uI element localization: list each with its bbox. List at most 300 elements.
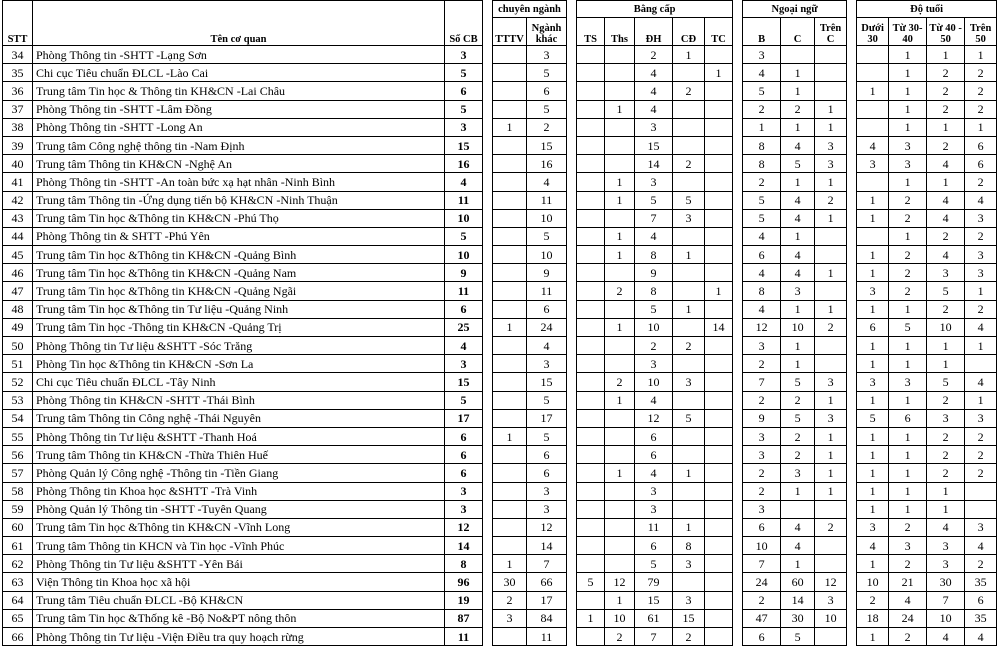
cell-tu-30-40: 4 xyxy=(889,591,927,609)
cell-tu-30-40: 1 xyxy=(889,64,927,82)
cell-ts xyxy=(577,373,605,391)
cell-tc xyxy=(705,155,733,173)
column-gap xyxy=(847,591,857,609)
cell-ths xyxy=(605,118,635,136)
cell-tu-40-50: 3 xyxy=(927,555,965,573)
cell-tc: 1 xyxy=(705,64,733,82)
column-gap xyxy=(483,355,493,373)
cell-tc xyxy=(705,337,733,355)
cell-tren-c: 1 xyxy=(815,118,847,136)
cell-socb: 3 xyxy=(445,46,483,64)
cell-dh: 3 xyxy=(635,173,673,191)
cell-b: 6 xyxy=(743,518,781,536)
column-gap xyxy=(567,518,577,536)
column-gap xyxy=(567,46,577,64)
cell-b: 4 xyxy=(743,64,781,82)
cell-stt: 60 xyxy=(3,518,33,536)
cell-duoi-30: 1 xyxy=(857,209,889,227)
cell-tren-50: 2 xyxy=(965,300,997,318)
header-group-bang-cap: Bằng cấp xyxy=(577,1,733,18)
header-tttv: TTTV xyxy=(493,18,527,46)
cell-duoi-30 xyxy=(857,46,889,64)
cell-b: 7 xyxy=(743,373,781,391)
cell-cd xyxy=(673,136,705,154)
cell-tren-50: 2 xyxy=(965,64,997,82)
cell-name: Trung tâm Tiêu chuẩn ĐLCL -Bộ KH&CN xyxy=(33,591,445,609)
cell-tc xyxy=(705,628,733,646)
cell-tren-c: 1 xyxy=(815,264,847,282)
table-row xyxy=(3,591,997,609)
cell-stt: 47 xyxy=(3,282,33,300)
cell-tu-30-40: 1 xyxy=(889,355,927,373)
cell-tu-30-40: 1 xyxy=(889,427,927,445)
column-gap xyxy=(567,391,577,409)
cell-ts xyxy=(577,391,605,409)
cell-nganh-khac: 5 xyxy=(527,227,567,245)
cell-tren-50: 1 xyxy=(965,46,997,64)
cell-tc xyxy=(705,373,733,391)
cell-tc xyxy=(705,482,733,500)
column-gap xyxy=(733,227,743,245)
cell-duoi-30 xyxy=(857,227,889,245)
cell-dh: 4 xyxy=(635,227,673,245)
header-ths: Ths xyxy=(605,18,635,46)
cell-b: 2 xyxy=(743,482,781,500)
cell-socb: 4 xyxy=(445,337,483,355)
column-gap xyxy=(847,64,857,82)
cell-dh: 7 xyxy=(635,209,673,227)
cell-ts xyxy=(577,46,605,64)
cell-socb: 16 xyxy=(445,155,483,173)
cell-tu-40-50: 1 xyxy=(927,355,965,373)
cell-tu-40-50: 5 xyxy=(927,373,965,391)
column-gap xyxy=(733,464,743,482)
cell-socb: 6 xyxy=(445,300,483,318)
cell-dh: 4 xyxy=(635,82,673,100)
column-gap xyxy=(567,173,577,191)
cell-tren-50 xyxy=(965,355,997,373)
table-row xyxy=(3,628,997,646)
cell-name: Trung tâm Tin học &Thông tin KH&CN -Quảng Ngãi xyxy=(33,282,445,300)
column-gap xyxy=(567,100,577,118)
cell-tc xyxy=(705,264,733,282)
cell-tc xyxy=(705,246,733,264)
column-gap xyxy=(567,355,577,373)
cell-tren-50: 2 xyxy=(965,100,997,118)
column-gap xyxy=(483,318,493,336)
cell-ths: 1 xyxy=(605,246,635,264)
cell-tu-40-50: 4 xyxy=(927,518,965,536)
cell-tu-40-50: 4 xyxy=(927,246,965,264)
cell-duoi-30: 1 xyxy=(857,82,889,100)
cell-c: 14 xyxy=(781,591,815,609)
column-gap xyxy=(483,482,493,500)
column-gap xyxy=(483,555,493,573)
cell-ts xyxy=(577,318,605,336)
cell-tren-50: 2 xyxy=(965,464,997,482)
cell-name: Trung tâm Tin học &Thông tin KH&CN -Vĩnh Long xyxy=(33,518,445,536)
cell-nganh-khac: 11 xyxy=(527,191,567,209)
header-tc: TC xyxy=(705,18,733,46)
cell-ths: 1 xyxy=(605,227,635,245)
cell-tc xyxy=(705,100,733,118)
cell-duoi-30: 10 xyxy=(857,573,889,591)
cell-tu-40-50: 10 xyxy=(927,318,965,336)
cell-ts xyxy=(577,500,605,518)
cell-dh: 3 xyxy=(635,482,673,500)
column-gap xyxy=(847,118,857,136)
cell-tren-50: 35 xyxy=(965,609,997,627)
cell-ths: 12 xyxy=(605,573,635,591)
column-gap xyxy=(567,191,577,209)
cell-tren-50: 3 xyxy=(965,409,997,427)
column-gap xyxy=(483,46,493,64)
cell-cd: 1 xyxy=(673,518,705,536)
header-tu-40-50: Từ 40 - 50 xyxy=(927,18,965,46)
cell-socb: 19 xyxy=(445,591,483,609)
cell-ths xyxy=(605,300,635,318)
cell-stt: 62 xyxy=(3,555,33,573)
column-gap xyxy=(847,373,857,391)
cell-stt: 65 xyxy=(3,609,33,627)
cell-nganh-khac: 5 xyxy=(527,64,567,82)
cell-tren-c: 1 xyxy=(815,464,847,482)
cell-tc xyxy=(705,227,733,245)
column-gap xyxy=(733,209,743,227)
cell-nganh-khac: 12 xyxy=(527,518,567,536)
cell-nganh-khac: 3 xyxy=(527,500,567,518)
cell-name: Phòng Thông tin -SHTT -An toàn bức xạ hạt nhân -Ninh Bình xyxy=(33,173,445,191)
cell-tren-c xyxy=(815,46,847,64)
cell-cd: 3 xyxy=(673,209,705,227)
cell-duoi-30: 3 xyxy=(857,373,889,391)
cell-tu-30-40: 1 xyxy=(889,46,927,64)
header-tren-50: Trên 50 xyxy=(965,18,997,46)
cell-tttv xyxy=(493,300,527,318)
table-row xyxy=(3,118,997,136)
header-group-chuyen-nganh: chuyên ngành xyxy=(493,1,567,18)
column-gap xyxy=(847,227,857,245)
cell-name: Phòng Thông tin & SHTT -Phú Yên xyxy=(33,227,445,245)
cell-tu-40-50: 2 xyxy=(927,446,965,464)
cell-tc xyxy=(705,82,733,100)
cell-tren-c: 12 xyxy=(815,573,847,591)
cell-socb: 5 xyxy=(445,64,483,82)
cell-dh: 5 xyxy=(635,555,673,573)
cell-tren-c: 3 xyxy=(815,591,847,609)
cell-tren-c: 1 xyxy=(815,482,847,500)
cell-ths xyxy=(605,209,635,227)
cell-ths xyxy=(605,500,635,518)
cell-b: 5 xyxy=(743,82,781,100)
column-gap xyxy=(847,609,857,627)
column-gap xyxy=(733,518,743,536)
cell-tu-40-50: 3 xyxy=(927,264,965,282)
cell-tttv: 1 xyxy=(493,318,527,336)
cell-tu-30-40: 1 xyxy=(889,100,927,118)
cell-b: 4 xyxy=(743,227,781,245)
cell-tu-40-50: 2 xyxy=(927,227,965,245)
cell-ths: 1 xyxy=(605,318,635,336)
column-gap xyxy=(733,100,743,118)
cell-nganh-khac: 3 xyxy=(527,482,567,500)
cell-tc xyxy=(705,591,733,609)
cell-dh: 4 xyxy=(635,391,673,409)
table-header xyxy=(3,1,997,46)
cell-tren-c: 1 xyxy=(815,100,847,118)
column-gap xyxy=(483,373,493,391)
cell-duoi-30: 3 xyxy=(857,155,889,173)
cell-tu-40-50: 3 xyxy=(927,409,965,427)
column-gap xyxy=(733,136,743,154)
cell-cd xyxy=(673,264,705,282)
header-tren-c: Trên C xyxy=(815,18,847,46)
cell-tren-50: 35 xyxy=(965,573,997,591)
cell-c: 1 xyxy=(781,227,815,245)
column-gap xyxy=(567,555,577,573)
cell-ths xyxy=(605,537,635,555)
cell-b: 6 xyxy=(743,246,781,264)
cell-b: 8 xyxy=(743,155,781,173)
cell-name: Trung tâm Thông tin KH&CN -Nghệ An xyxy=(33,155,445,173)
column-gap xyxy=(483,64,493,82)
cell-duoi-30 xyxy=(857,173,889,191)
cell-tc xyxy=(705,391,733,409)
cell-tren-c: 1 xyxy=(815,446,847,464)
cell-dh: 14 xyxy=(635,155,673,173)
cell-duoi-30: 1 xyxy=(857,264,889,282)
cell-cd xyxy=(673,227,705,245)
cell-tc xyxy=(705,500,733,518)
column-gap xyxy=(847,337,857,355)
cell-b: 3 xyxy=(743,337,781,355)
cell-tc xyxy=(705,355,733,373)
table-row xyxy=(3,373,997,391)
column-gap xyxy=(733,355,743,373)
column-gap xyxy=(567,409,577,427)
cell-b: 3 xyxy=(743,500,781,518)
header-ts: TS xyxy=(577,18,605,46)
cell-duoi-30: 3 xyxy=(857,518,889,536)
table-row xyxy=(3,209,997,227)
cell-duoi-30: 1 xyxy=(857,464,889,482)
cell-ths xyxy=(605,264,635,282)
cell-ts xyxy=(577,118,605,136)
column-gap xyxy=(847,155,857,173)
cell-stt: 39 xyxy=(3,136,33,154)
cell-b: 10 xyxy=(743,537,781,555)
column-gap xyxy=(847,391,857,409)
cell-tu-40-50: 1 xyxy=(927,500,965,518)
column-gap xyxy=(483,609,493,627)
cell-tttv: 1 xyxy=(493,427,527,445)
cell-c: 2 xyxy=(781,446,815,464)
cell-c: 1 xyxy=(781,555,815,573)
cell-ts xyxy=(577,355,605,373)
column-gap xyxy=(847,555,857,573)
cell-socb: 10 xyxy=(445,246,483,264)
cell-nganh-khac: 15 xyxy=(527,373,567,391)
cell-tren-c: 3 xyxy=(815,136,847,154)
cell-tttv xyxy=(493,100,527,118)
table-row xyxy=(3,446,997,464)
cell-name: Phòng Thông tin KH&CN -SHTT -Thái Bình xyxy=(33,391,445,409)
cell-tu-30-40: 21 xyxy=(889,573,927,591)
cell-stt: 41 xyxy=(3,173,33,191)
cell-name: Trung tâm Tin học &Thông tin KH&CN -Phú Thọ xyxy=(33,209,445,227)
table-row xyxy=(3,82,997,100)
cell-ths xyxy=(605,427,635,445)
cell-ths xyxy=(605,446,635,464)
cell-tttv xyxy=(493,628,527,646)
cell-ts xyxy=(577,628,605,646)
header-group-ngoai-ngu: Ngoại ngữ xyxy=(743,1,847,18)
cell-nganh-khac: 4 xyxy=(527,173,567,191)
cell-dh: 6 xyxy=(635,427,673,445)
column-gap xyxy=(483,264,493,282)
cell-ts xyxy=(577,136,605,154)
cell-tu-40-50: 5 xyxy=(927,282,965,300)
cell-dh: 4 xyxy=(635,100,673,118)
column-gap xyxy=(483,227,493,245)
cell-tren-50: 4 xyxy=(965,191,997,209)
cell-ths xyxy=(605,482,635,500)
header-socb: Số CB xyxy=(445,1,483,46)
cell-stt: 38 xyxy=(3,118,33,136)
column-gap xyxy=(567,573,577,591)
cell-socb: 9 xyxy=(445,264,483,282)
cell-stt: 42 xyxy=(3,191,33,209)
cell-stt: 43 xyxy=(3,209,33,227)
cell-cd xyxy=(673,427,705,445)
cell-tc xyxy=(705,136,733,154)
cell-tren-50: 2 xyxy=(965,555,997,573)
cell-stt: 50 xyxy=(3,337,33,355)
cell-cd: 8 xyxy=(673,537,705,555)
cell-stt: 66 xyxy=(3,628,33,646)
column-gap xyxy=(483,337,493,355)
cell-tren-c: 3 xyxy=(815,155,847,173)
cell-tttv xyxy=(493,518,527,536)
cell-dh: 10 xyxy=(635,318,673,336)
cell-c: 4 xyxy=(781,136,815,154)
header-c: C xyxy=(781,18,815,46)
cell-tren-c: 1 xyxy=(815,427,847,445)
cell-stt: 56 xyxy=(3,446,33,464)
column-gap xyxy=(733,264,743,282)
column-gap xyxy=(847,355,857,373)
cell-cd xyxy=(673,573,705,591)
cell-cd xyxy=(673,355,705,373)
cell-tu-30-40: 1 xyxy=(889,227,927,245)
cell-name: Trung tâm Thông tin KHCN và Tin học -Vĩnh Phúc xyxy=(33,537,445,555)
cell-c: 1 xyxy=(781,337,815,355)
column-gap xyxy=(847,482,857,500)
column-gap xyxy=(847,46,857,64)
cell-stt: 61 xyxy=(3,537,33,555)
cell-name: Phòng Quản lý Công nghệ -Thông tin -Tiền Giang xyxy=(33,464,445,482)
cell-nganh-khac: 14 xyxy=(527,537,567,555)
header-duoi-30: Dưới 30 xyxy=(857,18,889,46)
column-gap xyxy=(567,628,577,646)
column-gap xyxy=(567,482,577,500)
cell-c xyxy=(781,46,815,64)
cell-c: 1 xyxy=(781,355,815,373)
cell-tren-50: 2 xyxy=(965,227,997,245)
cell-socb: 25 xyxy=(445,318,483,336)
cell-nganh-khac: 5 xyxy=(527,100,567,118)
cell-duoi-30: 6 xyxy=(857,318,889,336)
column-gap xyxy=(567,427,577,445)
cell-tc xyxy=(705,609,733,627)
cell-socb: 17 xyxy=(445,409,483,427)
cell-tttv: 30 xyxy=(493,573,527,591)
cell-b: 8 xyxy=(743,282,781,300)
cell-tu-40-50: 7 xyxy=(927,591,965,609)
cell-socb: 5 xyxy=(445,391,483,409)
cell-tren-c xyxy=(815,500,847,518)
column-gap xyxy=(567,373,577,391)
cell-tren-c xyxy=(815,246,847,264)
cell-stt: 36 xyxy=(3,82,33,100)
cell-socb: 11 xyxy=(445,282,483,300)
cell-b: 4 xyxy=(743,300,781,318)
table-row xyxy=(3,518,997,536)
column-gap xyxy=(567,500,577,518)
cell-socb: 6 xyxy=(445,464,483,482)
cell-tren-c xyxy=(815,64,847,82)
cell-tu-40-50: 1 xyxy=(927,482,965,500)
column-gap xyxy=(567,537,577,555)
table-row xyxy=(3,227,997,245)
cell-stt: 51 xyxy=(3,355,33,373)
cell-tu-30-40: 3 xyxy=(889,373,927,391)
column-gap xyxy=(567,282,577,300)
cell-dh: 3 xyxy=(635,355,673,373)
cell-ths: 2 xyxy=(605,282,635,300)
cell-socb: 6 xyxy=(445,446,483,464)
cell-dh: 3 xyxy=(635,500,673,518)
column-gap xyxy=(733,82,743,100)
cell-nganh-khac: 7 xyxy=(527,555,567,573)
cell-c: 5 xyxy=(781,409,815,427)
cell-ths: 2 xyxy=(605,373,635,391)
cell-b: 6 xyxy=(743,628,781,646)
column-gap xyxy=(733,446,743,464)
header-cd: CĐ xyxy=(673,18,705,46)
column-gap xyxy=(483,300,493,318)
cell-ts xyxy=(577,100,605,118)
cell-name: Phòng Thông tin -SHTT -Lâm Đồng xyxy=(33,100,445,118)
staff-statistics-table xyxy=(2,0,997,646)
cell-name: Phòng Thông tin Tư liệu -Viện Điều tra quy hoạch rừng xyxy=(33,628,445,646)
cell-duoi-30: 1 xyxy=(857,300,889,318)
column-gap xyxy=(733,500,743,518)
cell-ths xyxy=(605,155,635,173)
cell-tu-30-40: 2 xyxy=(889,555,927,573)
cell-tu-40-50: 10 xyxy=(927,609,965,627)
column-gap xyxy=(483,155,493,173)
cell-nganh-khac: 6 xyxy=(527,464,567,482)
column-gap xyxy=(483,427,493,445)
cell-ts xyxy=(577,173,605,191)
cell-tttv xyxy=(493,500,527,518)
cell-duoi-30: 1 xyxy=(857,427,889,445)
cell-dh: 5 xyxy=(635,300,673,318)
cell-stt: 34 xyxy=(3,46,33,64)
cell-tu-30-40: 5 xyxy=(889,318,927,336)
cell-b: 2 xyxy=(743,464,781,482)
